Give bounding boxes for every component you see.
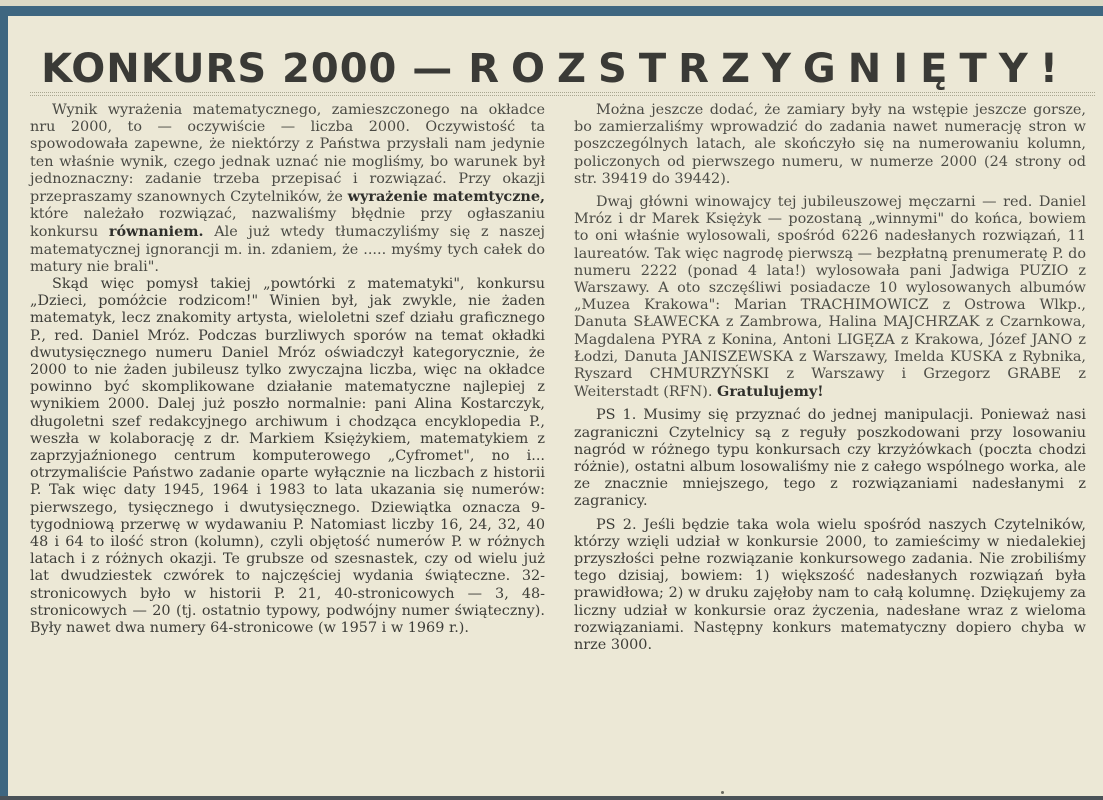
body-text: Można jeszcze dodać, że zamiary były na wstępie jeszcze gorsze, bo zamierzaliśmy wprowadzić do zadania nawet numerację stron w poszczególnych latach, ale skończyło się na numerowaniu kolumn, policzonych od pierwszego numeru, w numerze 2000 (24 strony od str. 39419 do 39442). [574, 102, 1086, 187]
article [8, 16, 1103, 796]
paragraph [30, 102, 545, 276]
emphasis-text: wyrażenie matemtyczne, [347, 188, 545, 206]
frame-bottom-border [0, 796, 1103, 800]
body-text: Ale już wtedy tłumaczyliśmy się z naszej matematycznej ignorancji m. in. zdaniem, że ..... myśmy tych całek do matury nie brali". [30, 224, 546, 275]
body-text: Wynik wyrażenia matematycznego, zamieszczonego na okładce nru 2000, to — oczywiście — liczba 2000. Oczywistość ta spowodowała zapewne, że niektórzy z Państwa przysłali nam jedynie ten właśnie wynik, czego jednak uznać nie mogliśmy, bo warunek był jednoznaczny: zadanie trzeba przepisać i rozwiązać. Przy okazji przepraszamy szanownych Czytelników, że [30, 102, 545, 206]
body-text: które należało rozwiązać, nazwaliśmy błędnie przy ogłaszaniu konkursu [30, 206, 545, 241]
ps1-paragraph [574, 407, 1086, 510]
body-text: PS 1. Musimy się przyznać do jednej manipulacji. Ponieważ nasi zagraniczni Czytelnicy są z reguły poszkodowani przy losowaniu nagród w różnego typu konkursach czy krzyżówkach (poczta chodzi różnie), ostatni album losowaliśmy nie z całego wspólnego worka, ale ze znacznie mniejszego, tego z rozwiązaniami nadesłanymi z zagranicy. [574, 407, 1086, 510]
print-speck [721, 791, 724, 794]
headline-rule-2 [30, 95, 1095, 96]
emphasis-text: równaniem. [108, 223, 204, 241]
left-column [30, 102, 545, 637]
frame-left-border [0, 16, 8, 800]
right-column [574, 102, 1086, 654]
paragraph [574, 102, 1086, 188]
body-text: Dwaj główni winowajcy tej jubileuszowej męczarni — red. Daniel Mróz i dr Marek Księżyk — pozostaną „winnymi" do końca, bowiem to oni właśnie wylosowali, spośród 6226 nadesłanych rozwiązań, 11 laureatów. Tak więc nagrodę pierwszą — bezpłatną prenumeratę P. do numeru 2222 (ponad 4 lata!) wylosowała pani Jadwiga PUZIO z Warszawy. A oto szczęśliwi posiadacze 10 wylosowanych albumów „Muzea Krakowa": Marian TRACHIMOWICZ z Ostrowa Wlkp., Danuta SŁAWECKA z Zambrowa, Halina MAJCHRZAK z Czarnkowa, Magdalena PYRA z Konina, Antoni LIGĘZA z Krakowa, Józef JANO z Łodzi, Danuta JANISZEWSKA z Warszawy, Imelda KUSKA z Rybnika, Ryszard CHMURZYŃSKI z Warszawy i Grzegorz GRABE z Weiterstadt (RFN). [574, 194, 1086, 401]
body-text: Skąd więc pomysł takiej „powtórki z matematyki", konkursu „Dzieci, pomóżcie rodzicom!" Winien był, jak zwykle, nie żaden matematyk, lecz znakomity artysta, wieloletni szef działu graficznego P., red. Daniel Mróz. Podczas burzliwych sporów na temat okładki dwutysięcznego numeru Daniel Mróz oświadczył kategorycznie, że 2000 to nie żaden jubileusz tylko zwyczajna liczba, więc na okładce powinno być skomplikowane działanie matematyczne najlepiej z wynikiem 2000. Dalej już poszło normalnie: pani Alina Kostarczyk, długoletni szef redakcyjnego archiwum i chodząca encyklopedia P., weszła w kolaborację z dr. Markiem Księżykiem, matematykiem z zaprzyjaźnionego centrum komputerowego „Cyfromet", no i... otrzymaliście Państwo zadanie oparte wyłącznie na liczbach z historii P. Tak więc daty 1945, 1964 i 1983 to lata ukazania się numerów: pierwszego, tysięcznego i dwutysięcznego. Dziewiątka oznacza 9-tygodniową przerwę w wydawaniu P. Natomiast liczby 16, 24, 32, 40 48 i 64 to ilość stron (kolumn), czyli objętość numerów P. w różnych latach i z różnych okazji. Te grubsze od szesnastek, czy od wielu już lat dwudziestek czwórek to najczęściej wydania świąteczne. 32-stronicowych było w historii P. 21, 40-stronicowych — 3, 48-stronicowych — 20 (tj. ostatnio typowy, podwójny numer świąteczny). Były nawet dwa numery 64-stronicowe (w 1957 i w 1969 r.). [30, 276, 545, 637]
emphasis-text: Gratulujemy! [717, 383, 824, 401]
frame-top-border [0, 6, 1103, 16]
article-headline [8, 46, 1103, 92]
headline-part-2: ROZSTRZYGNIĘTY! [468, 46, 1070, 92]
paragraph [30, 276, 545, 637]
paragraph [574, 194, 1086, 401]
body-text: PS 2. Jeśli będzie taka wola wielu spośród naszych Czytelników, którzy wzięli udział w konkursie 2000, to zamieścimy w niedalekiej przyszłości pełne rozwiązanie konkursowego zadania. Nie zrobiliśmy tego dzisiaj, bowiem: 1) większość nadesłanych rozwiązań była prawidłowa; 2) w druku zajęłoby nam to całą kolumnę. Dziękujemy za liczny udział w konkursie oraz życzenia, nadesłane wraz z wieloma rozwiązaniami. Następny konkurs matematyczny dopiero chyba w nrze 3000. [574, 516, 1086, 654]
headline-rule [30, 92, 1095, 93]
headline-part-1: KONKURS 2000 — [41, 46, 454, 92]
ps2-paragraph [574, 517, 1086, 655]
